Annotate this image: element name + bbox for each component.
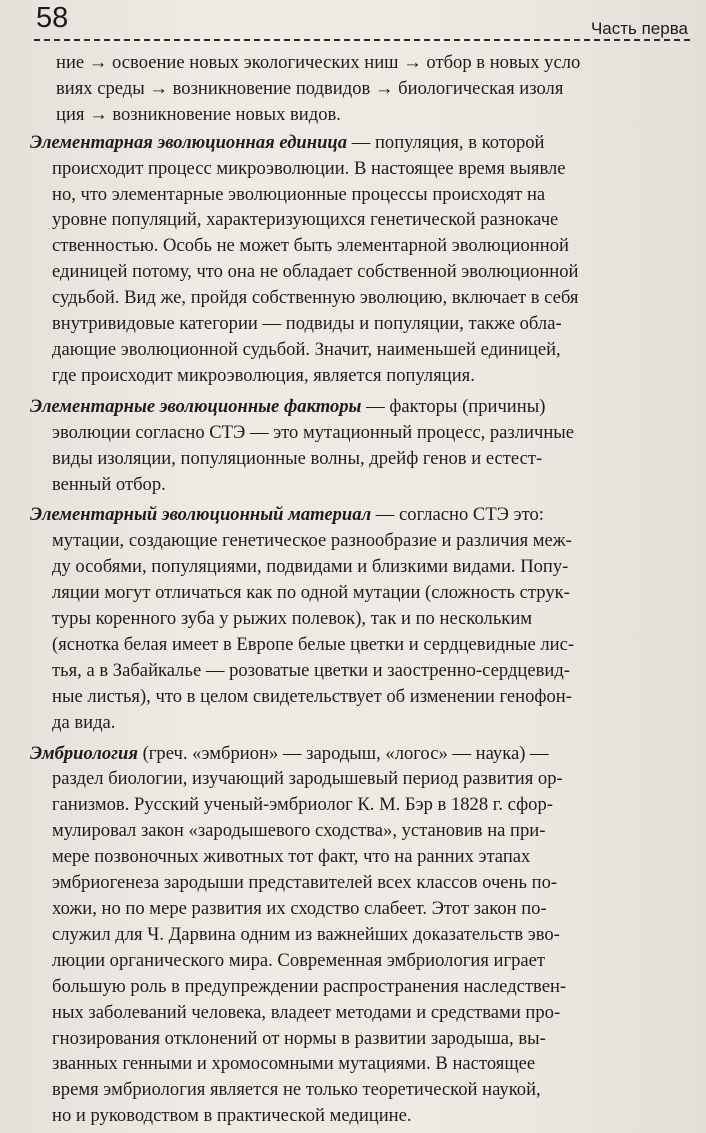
entry-elementary-material (30, 502, 694, 735)
text-line: мутации, создающие генетическое разнообразие и различия меж- (52, 530, 572, 552)
entry-definition-start: (греч. «эмбрион» — зародыш, «логос» — наука) — (137, 742, 549, 764)
entry-body (30, 156, 694, 389)
entry-term: Элементарный эволюционный материал (30, 504, 372, 526)
text-line: но и руководством в практической медицине. (52, 1105, 412, 1127)
text-line: внутривидовые категории — подвиды и популяции, также обла- (52, 313, 562, 335)
text-line: ция → возникновение новых видов. (56, 103, 341, 125)
entry-embryology (30, 741, 694, 1130)
page-header (0, 0, 706, 44)
text-line: судьбой. Вид же, пройдя собственную эволюцию, включает в себя (52, 287, 579, 309)
text-line: происходит процесс микроэволюции. В настоящее время выявле (52, 157, 566, 179)
page-number: 58 (36, 2, 69, 34)
text-line: виях среды → возникновение подвидов → биологическая изоля (56, 77, 564, 99)
entry-first-line (30, 394, 694, 420)
entry-elementary-factors (30, 394, 694, 498)
entry-first-line (30, 741, 694, 767)
text-line: званных генными и хромосомными мутациями. В настоящее (52, 1053, 536, 1075)
text-line: венный отбор. (52, 473, 166, 495)
text-line: ные листья), что в целом свидетельствует об изменении генофон- (52, 685, 572, 707)
header-rule (34, 39, 690, 41)
text-line: гнозирования отклонений от нормы в развитии зародыша, вы- (52, 1027, 546, 1049)
text-line: да вида. (52, 711, 116, 733)
entry-term: Элементарные эволюционные факторы (30, 395, 362, 417)
text-line: эволюции согласно СТЭ — это мутационный процесс, различные (52, 421, 575, 443)
entry-definition-start: — популяция, в которой (347, 131, 545, 153)
text-line: но, что элементарные эволюционные процессы происходят на (52, 183, 546, 205)
intro-paragraph (30, 50, 694, 128)
entry-definition-start: — согласно СТЭ это: (371, 504, 544, 526)
entry-definition-start: — факторы (причины) (361, 395, 546, 417)
text-line: ду особями, популяциями, подвидами и близкими видами. Попу- (52, 556, 569, 578)
text-line: мулировал закон «зародышевого сходства», установив на при- (52, 820, 546, 842)
running-head: Часть перва (590, 19, 688, 38)
text-line: ственностью. Особь не может быть элементарной эволюционной (52, 235, 569, 257)
text-line: раздел биологии, изучающий зародышевый период развития ор- (52, 768, 563, 790)
text-line: (яснотка белая имеет в Европе белые цветки и сердцевидные лис- (52, 633, 575, 655)
entry-body (30, 766, 694, 1129)
entry-elementary-unit (30, 130, 694, 389)
text-line: время эмбриология является не только теоретической наукой, (52, 1079, 541, 1101)
entry-first-line (30, 502, 694, 528)
text-line: единицей потому, что она не обладает собственной эволюционной (52, 261, 579, 283)
text-line: служил для Ч. Дарвина одним из важнейших доказательств эво- (52, 923, 560, 945)
text-line: люции органического мира. Современная эмбриология играет (52, 949, 546, 971)
text-line: дающие эволюционной судьбой. Значит, наименьшей единицей, (52, 338, 561, 360)
text-line: виды изоляции, популяционные волны, дрейф генов и естест- (52, 447, 543, 469)
text-line: где происходит микроэволюция, является популяция. (52, 364, 475, 386)
entry-first-line (30, 130, 694, 156)
text-line: тья, а в Забайкалье — розоватые цветки и заостренно-сердцевид- (52, 659, 571, 681)
text-line: ляции могут отличаться как по одной мутации (сложность струк- (52, 582, 570, 604)
text-line: ние → освоение новых экологических ниш → отбор в новых усло (56, 52, 581, 73)
text-line: хожи, но по мере развития их сходство слабеет. Этот закон по- (52, 898, 547, 919)
text-line: ганизмов. Русский ученый-эмбриолог К. М. Бэр в 1828 г. сфор- (52, 794, 553, 816)
text-line: ных заболеваний человека, владеет методами и средствами про- (52, 1001, 561, 1023)
body-text (30, 50, 694, 1129)
text-line: эмбриогенеза зародыши представителей всех классов очень по- (52, 872, 558, 894)
entry-body (30, 420, 694, 498)
entry-body (30, 528, 694, 735)
text-line: мере позвоночных животных тот факт, что на ранних этапах (52, 846, 531, 868)
text-line: туры коренного зуба у рыжих полевок), так и по нескольким (52, 608, 533, 630)
entry-term: Эмбриология (30, 742, 138, 764)
text-line: уровне популяций, характеризующихся генетической разнокаче (52, 209, 559, 231)
text-line: большую роль в предупреждении распространения наследствен- (52, 975, 567, 997)
entry-term: Элементарная эволюционная единица (30, 131, 348, 153)
